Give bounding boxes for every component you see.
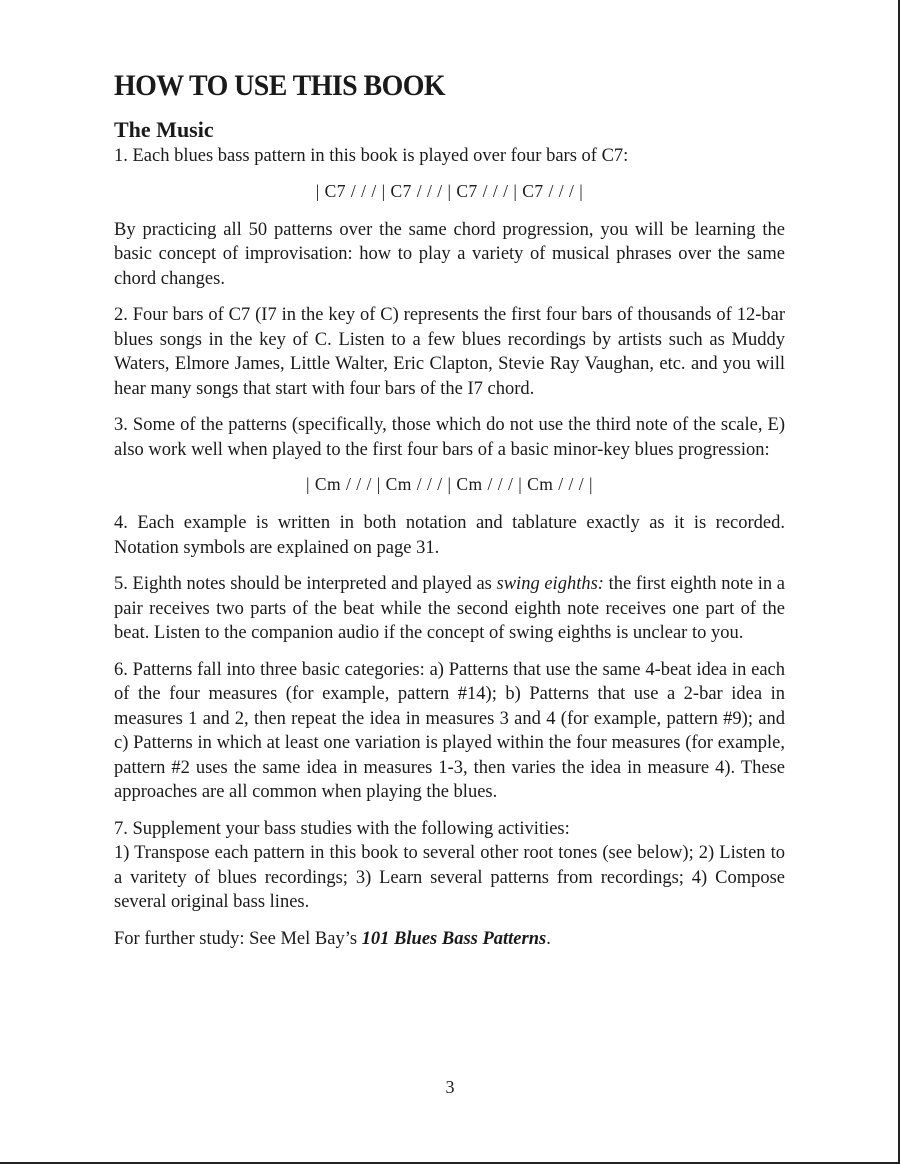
item-3: 3. Some of the patterns (specifically, those which do not use the third note of the scale, E) also work well when played to the first four bars of a basic minor-key blues progression:	[114, 415, 785, 460]
further-study-text: For further study: See Mel Bay’s	[114, 928, 362, 949]
item-7-list: 1) Transpose each pattern in this book to several other root tones (see below); 2) Listen to a varitety of blues recordings; 3) Learn several patterns from recordings; 4) Compose several original bass lines.	[114, 843, 785, 912]
section-heading: The Music	[114, 117, 214, 142]
page-title: HOW TO USE THIS BOOK	[114, 69, 446, 102]
further-study	[114, 927, 785, 952]
item-1-continued: By practicing all 50 patterns over the same chord progression, you will be learning the basic concept of improvisation: how to play a variety of musical phrases over the same chord changes.	[114, 219, 785, 289]
item-5-text-after: the first eighth note in a pair receives two parts of the beat while the second eighth note receives one part of the beat. Listen to the companion audio if the concept of swing eighths is unclear to you.	[114, 574, 785, 643]
item-1: 1. Each blues bass pattern in this book is played over four bars of C7:	[114, 146, 629, 166]
chord-progression-minor: | Cm / / / | Cm / / / | Cm / / / | Cm / / / |	[306, 474, 593, 494]
item-5-text: 5. Eighth notes should be interpreted and played as	[114, 574, 497, 594]
item-5-emphasis: swing eighths:	[496, 574, 604, 594]
chord-progression-major: | C7 / / / | C7 / / / | C7 / / / | C7 / / / |	[315, 180, 584, 201]
item-5	[114, 572, 785, 646]
item-6: 6. Patterns fall into three basic categories: a) Patterns that use the same 4-beat idea in each of the four measures (for example, pattern #14); b) Patterns that use a 2-bar idea in measures 1 and 2, then repeat the idea in measures 3 and 4 (for example, pattern #9); and c) Patterns in which at least one variation is played within the four measures (for example, pattern #2 uses the same idea in measures 1-3, then varies the idea in measure 4). These approaches are all common when playing the blues.	[114, 659, 785, 802]
further-study-end: .	[546, 928, 551, 949]
page-number: 3	[445, 1077, 455, 1097]
item-7-intro: 7. Supplement your bass studies with the following activities:	[114, 818, 570, 839]
item-2: 2. Four bars of C7 (I7 in the key of C) represents the first four bars of thousands of 12-bar blues songs in the key of C. Listen to a few blues recordings by artists such as Muddy Waters, Elmore James, Little Walter, Eric Clapton, Stevie Ray Vaughan, etc. and you will hear many songs that start with four bars of the I7 chord.	[114, 305, 785, 399]
content	[114, 64, 785, 963]
item-4: 4. Each example is written in both notation and tablature exactly as it is recorded. Notation symbols are explained on page 31.	[114, 513, 785, 558]
book-title: 101 Blues Bass Patterns	[361, 928, 547, 949]
